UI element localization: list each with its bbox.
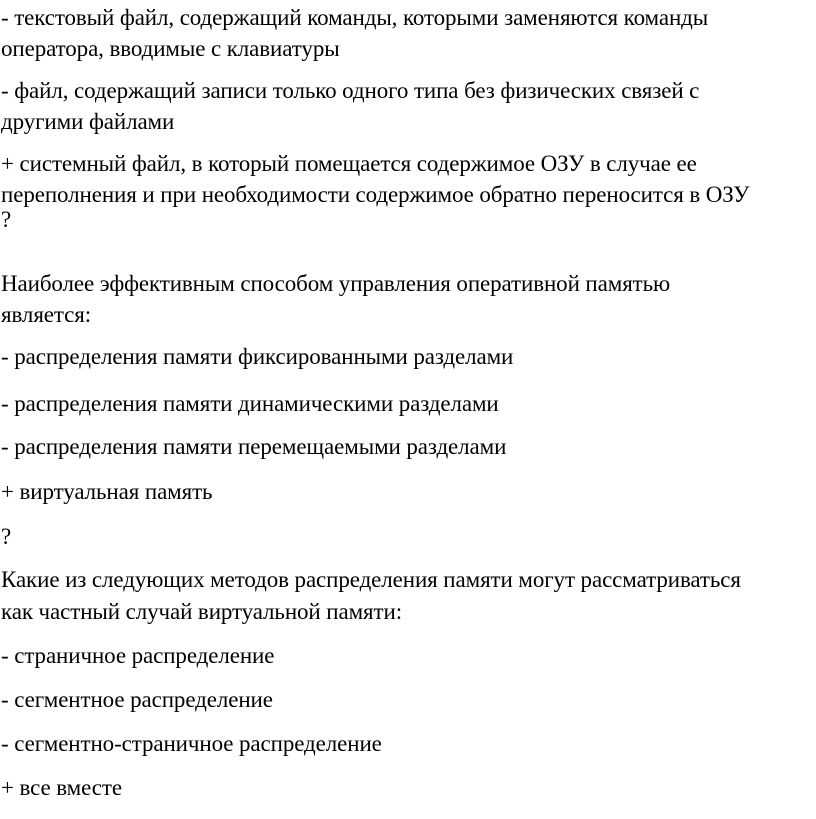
answer-option-single-type-file-cont: другими файлами (1, 109, 175, 134)
question-marker: ? (1, 207, 12, 232)
answer-option-paging: - страничное распределение (1, 643, 275, 668)
question-text-memory-management: Наиболее эффективным способом управления оперативной памятью (1, 271, 671, 296)
answer-option-dynamic-partitions: - распределения памяти динамическими разделами (1, 391, 499, 416)
answer-correct-all-together: + все вместе (1, 775, 122, 800)
answer-correct-swap-file: + системный файл, в который помещается содержимое ОЗУ в случае ее (1, 151, 697, 176)
question-text-allocation-methods: Какие из следующих методов распределения памяти могут рассматриваться (1, 567, 741, 592)
answer-option-relocatable-partitions: - распределения памяти перемещаемыми разделами (1, 434, 507, 459)
question-text-allocation-methods-cont: как частный случай виртуальной памяти: (1, 599, 402, 624)
answer-option-single-type-file: - файл, содержащий записи только одного типа без физических связей с (1, 78, 700, 103)
answer-option-segmentation: - сегментное распределение (1, 687, 273, 712)
question-text-memory-management-cont: является: (1, 302, 92, 327)
answer-correct-swap-file-cont: переполнения и при необходимости содержимое обратно переносится в ОЗУ (1, 182, 750, 207)
answer-option-text-file-commands-cont: оператора, вводимые с клавиатуры (1, 36, 340, 61)
question-marker: ? (1, 524, 12, 549)
answer-option-segmented-paging: - сегментно-страничное распределение (1, 731, 382, 756)
answer-option-fixed-partitions: - распределения памяти фиксированными разделами (1, 344, 514, 369)
answer-option-text-file-commands: - текстовый файл, содержащий команды, которыми заменяются команды (1, 5, 709, 30)
answer-correct-virtual-memory: + виртуальная память (1, 479, 213, 504)
